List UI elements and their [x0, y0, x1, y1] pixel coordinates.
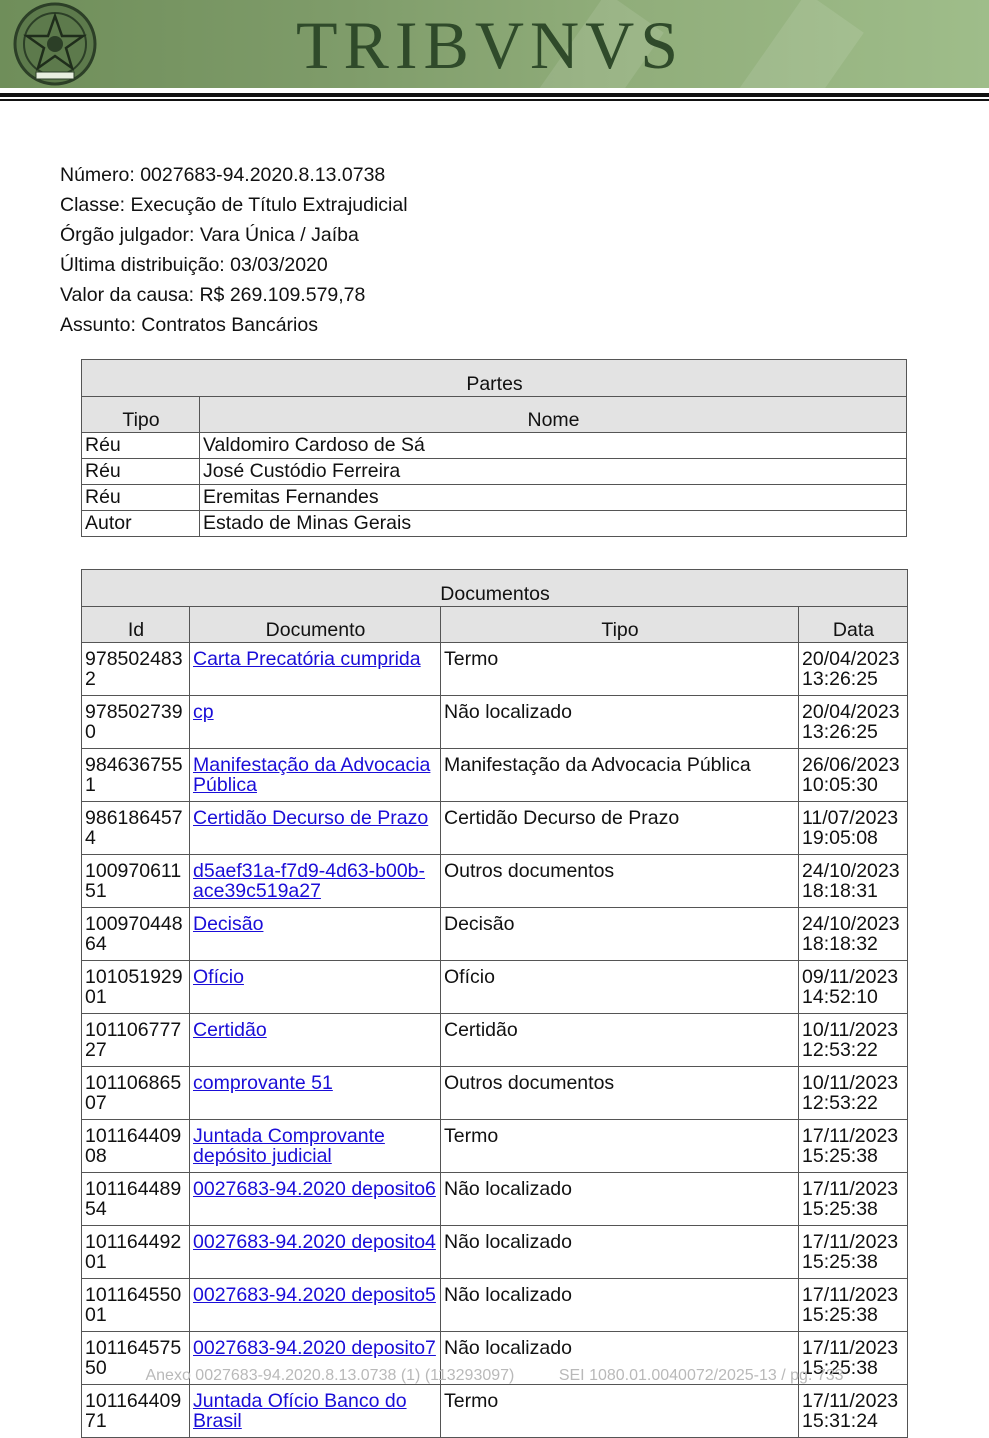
table-row	[82, 485, 907, 511]
document-id: 10110686507	[82, 1067, 190, 1120]
document-link[interactable]: Juntada Comprovante depósito judicial	[193, 1125, 385, 1167]
case-distribution-date: Última distribuição: 03/03/2020	[60, 254, 328, 276]
document-type: Não localizado	[441, 1173, 799, 1226]
parties-caption: Partes	[82, 360, 907, 397]
table-row	[82, 749, 908, 802]
table-row	[82, 802, 908, 855]
footer-sei-page-reference: SEI 1080.01.0040072/2025-13 / pg. 733	[558, 1367, 844, 1384]
table-row	[82, 1385, 908, 1438]
document-cell	[190, 1226, 441, 1279]
parties-table	[81, 359, 907, 537]
document-cell	[190, 908, 441, 961]
document-type: Certidão	[441, 1014, 799, 1067]
document-id: 10097044864	[82, 908, 190, 961]
party-type: Réu	[82, 459, 200, 485]
document-date: 17/11/2023 15:31:24	[799, 1385, 908, 1438]
case-class: Classe: Execução de Título Extrajudicial	[60, 194, 408, 216]
document-type: Não localizado	[441, 696, 799, 749]
case-subject: Assunto: Contratos Bancários	[60, 314, 318, 336]
document-id: 10116448954	[82, 1173, 190, 1226]
party-type: Réu	[82, 485, 200, 511]
table-row	[82, 696, 908, 749]
document-type: Não localizado	[441, 1226, 799, 1279]
document-id: 10097061151	[82, 855, 190, 908]
document-id: 9846367551	[82, 749, 190, 802]
party-type: Autor	[82, 511, 200, 537]
document-id: 9785027390	[82, 696, 190, 749]
document-link[interactable]: 0027683-94.2020 deposito7	[193, 1337, 436, 1359]
document-type: Não localizado	[441, 1332, 799, 1385]
table-row	[82, 1120, 908, 1173]
document-date: 26/06/2023 10:05:30	[799, 749, 908, 802]
document-id: 10105192901	[82, 961, 190, 1014]
header-rule-thin	[0, 99, 989, 101]
column-header-data: Data	[799, 607, 908, 643]
document-link[interactable]: Certidão	[193, 1019, 267, 1041]
document-date: 20/04/2023 13:26:25	[799, 696, 908, 749]
documents-table	[81, 569, 908, 1438]
table-row	[82, 1067, 908, 1120]
document-type: Termo	[441, 1120, 799, 1173]
document-type: Manifestação da Advocacia Pública	[441, 749, 799, 802]
document-cell	[190, 643, 441, 696]
document-cell	[190, 1120, 441, 1173]
document-type: Termo	[441, 643, 799, 696]
table-row	[82, 433, 907, 459]
table-row	[82, 1014, 908, 1067]
document-link[interactable]: Manifestação da Advocacia Pública	[193, 754, 431, 796]
document-link[interactable]: Juntada Ofício Banco do Brasil	[193, 1390, 407, 1432]
banner-title: TRIBVNVS	[296, 7, 685, 83]
column-header-tipo: Tipo	[441, 607, 799, 643]
document-date: 10/11/2023 12:53:22	[799, 1014, 908, 1067]
document-cell	[190, 1173, 441, 1226]
document-date: 20/04/2023 13:26:25	[799, 643, 908, 696]
document-date: 09/11/2023 14:52:10	[799, 961, 908, 1014]
document-cell	[190, 749, 441, 802]
table-row	[82, 511, 907, 537]
document-date: 24/10/2023 18:18:32	[799, 908, 908, 961]
document-type: Não localizado	[441, 1279, 799, 1332]
document-id: 9861864574	[82, 802, 190, 855]
footer-annex-reference: Anexo 0027683-94.2020.8.13.0738 (1) (113293097)	[145, 1367, 515, 1384]
table-row	[82, 459, 907, 485]
document-type: Outros documentos	[441, 855, 799, 908]
document-date: 24/10/2023 18:18:31	[799, 855, 908, 908]
document-id: 10116449201	[82, 1226, 190, 1279]
document-id: 10116440971	[82, 1385, 190, 1438]
case-metadata	[60, 160, 408, 340]
document-date: 17/11/2023 15:25:38	[799, 1120, 908, 1173]
document-cell	[190, 1014, 441, 1067]
document-link[interactable]: 0027683-94.2020 deposito4	[193, 1231, 436, 1253]
document-date: 17/11/2023 15:25:38	[799, 1173, 908, 1226]
column-header-id: Id	[82, 607, 190, 643]
document-date: 17/11/2023 15:25:38	[799, 1279, 908, 1332]
document-type: Ofício	[441, 961, 799, 1014]
document-cell	[190, 1067, 441, 1120]
document-link[interactable]: Ofício	[193, 966, 244, 988]
document-date: 17/11/2023 15:25:38	[799, 1226, 908, 1279]
document-cell	[190, 961, 441, 1014]
document-type: Certidão Decurso de Prazo	[441, 802, 799, 855]
table-row	[82, 1279, 908, 1332]
document-link[interactable]: 0027683-94.2020 deposito5	[193, 1284, 436, 1306]
party-name: Valdomiro Cardoso de Sá	[200, 433, 907, 459]
table-row	[82, 961, 908, 1014]
document-id: 10110677727	[82, 1014, 190, 1067]
document-cell	[190, 696, 441, 749]
party-name: José Custódio Ferreira	[200, 459, 907, 485]
case-court: Órgão julgador: Vara Única / Jaíba	[60, 224, 359, 246]
document-id: 10116440908	[82, 1120, 190, 1173]
header-banner	[0, 0, 989, 88]
coat-of-arms-seal-icon	[10, 2, 100, 86]
document-cell	[190, 1279, 441, 1332]
column-header-documento: Documento	[190, 607, 441, 643]
table-row	[82, 1226, 908, 1279]
document-date: 17/11/2023 15:25:38	[799, 1332, 908, 1385]
party-name: Estado de Minas Gerais	[200, 511, 907, 537]
table-row	[82, 1173, 908, 1226]
document-link[interactable]: comprovante 51	[193, 1072, 333, 1094]
case-number: Número: 0027683-94.2020.8.13.0738	[60, 164, 386, 186]
party-type: Réu	[82, 433, 200, 459]
document-date: 10/11/2023 12:53:22	[799, 1067, 908, 1120]
document-link[interactable]: cp	[193, 701, 214, 723]
document-type: Outros documentos	[441, 1067, 799, 1120]
document-cell	[190, 855, 441, 908]
column-header-tipo: Tipo	[82, 397, 200, 433]
document-link[interactable]: Certidão Decurso de Prazo	[193, 807, 429, 829]
document-id: 10116457550	[82, 1332, 190, 1385]
document-link[interactable]: 0027683-94.2020 deposito6	[193, 1178, 436, 1200]
column-header-nome: Nome	[200, 397, 907, 433]
document-type: Decisão	[441, 908, 799, 961]
documents-caption: Documentos	[82, 570, 908, 607]
table-row	[82, 643, 908, 696]
table-row	[82, 855, 908, 908]
document-cell	[190, 802, 441, 855]
document-link[interactable]: Decisão	[193, 913, 264, 935]
document-link[interactable]: d5aef31a-f7d9-4d63-b00b-ace39c519a27	[193, 860, 426, 902]
document-id: 10116455001	[82, 1279, 190, 1332]
document-link[interactable]: Carta Precatória cumprida	[193, 648, 421, 670]
case-value: Valor da causa: R$ 269.109.579,78	[60, 284, 366, 306]
document-date: 11/07/2023 19:05:08	[799, 802, 908, 855]
party-name: Eremitas Fernandes	[200, 485, 907, 511]
document-cell	[190, 1385, 441, 1438]
header-rule	[0, 93, 989, 97]
document-type: Termo	[441, 1385, 799, 1438]
table-row	[82, 908, 908, 961]
document-id: 9785024832	[82, 643, 190, 696]
page-footer	[0, 1367, 989, 1385]
